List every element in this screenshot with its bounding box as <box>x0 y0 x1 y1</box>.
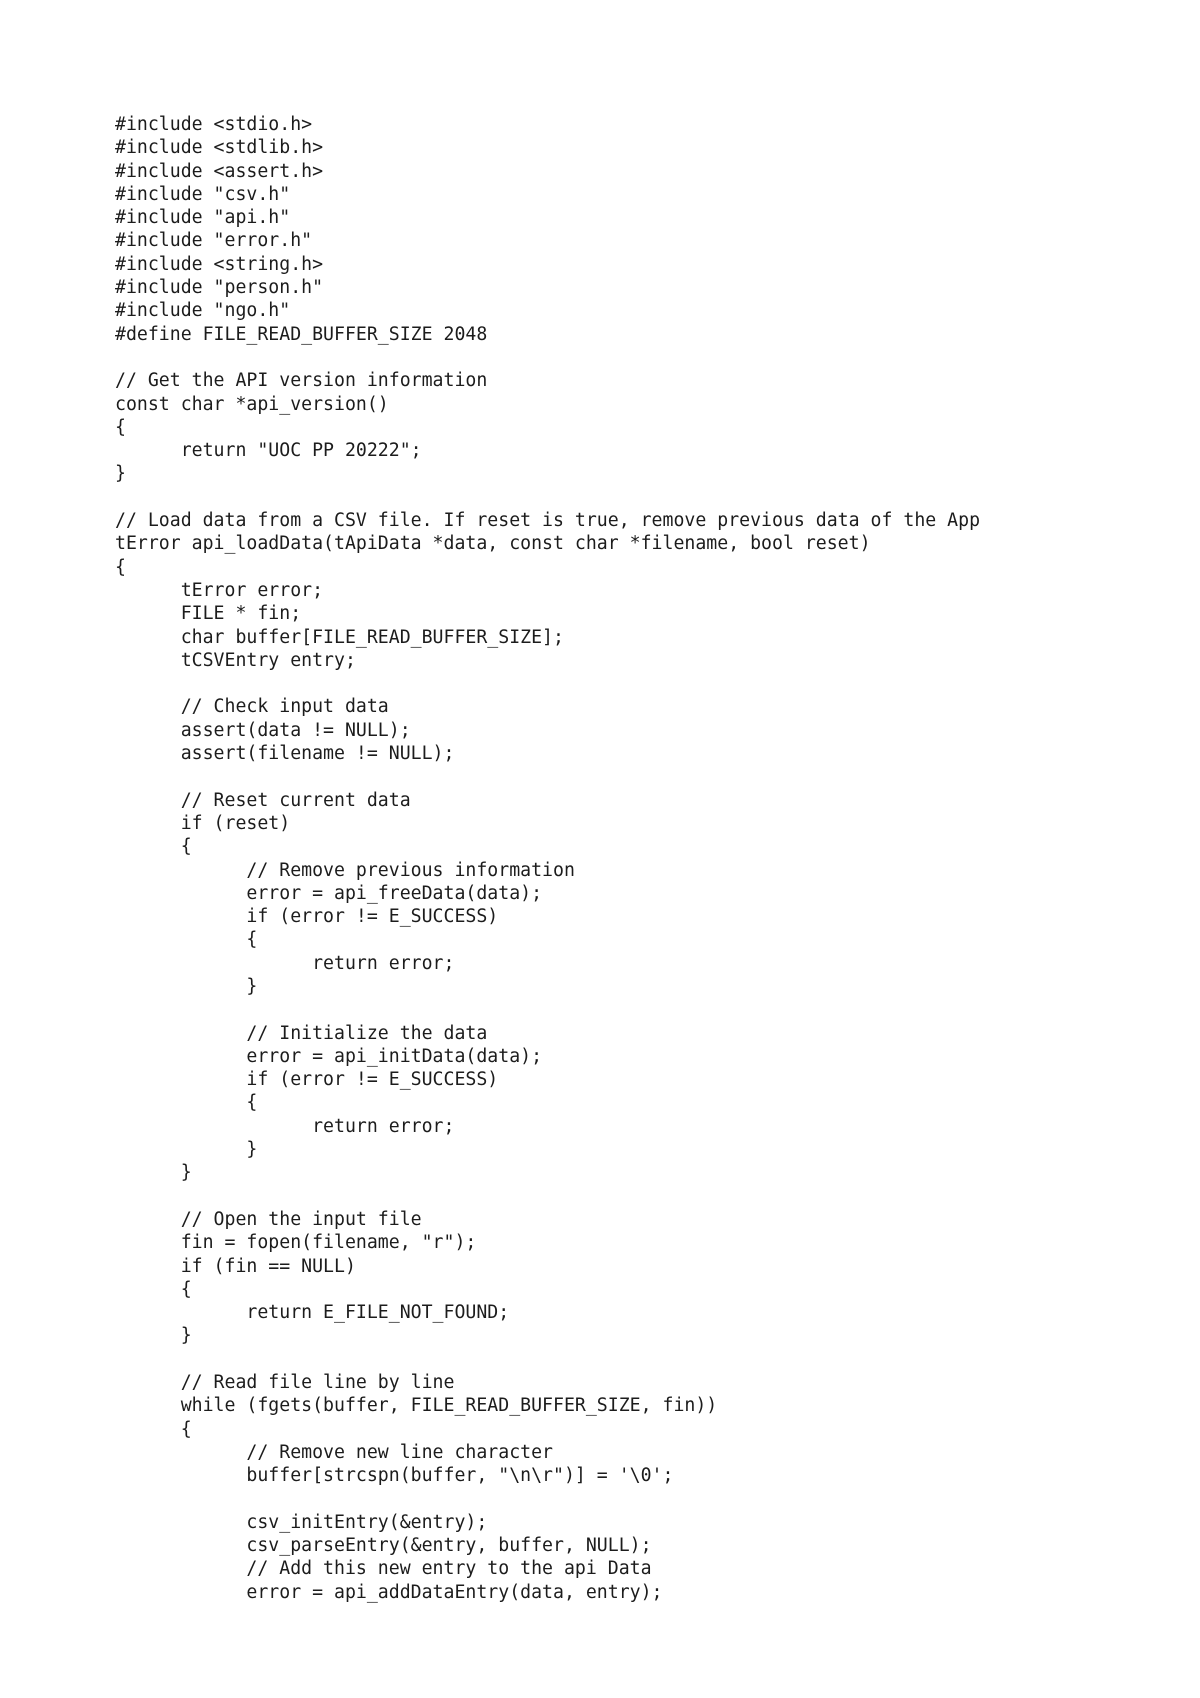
code-line: #include "error.h" <box>115 230 313 252</box>
code-line: // Get the API version information <box>115 370 488 392</box>
code-line: tError api_loadData(tApiData *data, const char *filename, bool reset) <box>115 533 871 555</box>
code-line: #include <assert.h> <box>115 160 324 182</box>
code-line <box>115 1488 980 1511</box>
code-line: csv_parseEntry(&entry, buffer, NULL); <box>115 1535 652 1557</box>
code-line: { <box>115 1278 192 1300</box>
code-line: { <box>115 836 192 858</box>
code-line: #define FILE_READ_BUFFER_SIZE 2048 <box>115 323 488 345</box>
code-line: if (reset) <box>115 812 291 834</box>
code-line: #include "ngo.h" <box>115 300 291 322</box>
code-line: #include <stdlib.h> <box>115 137 324 159</box>
code-line: // Remove new line character <box>115 1441 554 1463</box>
code-line: FILE * fin; <box>115 603 302 625</box>
code-line: #include "csv.h" <box>115 183 291 205</box>
code-line: return E_FILE_NOT_FOUND; <box>115 1302 510 1324</box>
code-line: // Reset current data <box>115 789 411 811</box>
code-line: while (fgets(buffer, FILE_READ_BUFFER_SIZE, fin)) <box>115 1395 718 1417</box>
code-line: // Open the input file <box>115 1208 422 1230</box>
code-line: #include <string.h> <box>115 253 324 275</box>
code-line <box>115 672 980 695</box>
code-line: return error; <box>115 952 455 974</box>
code-line: // Read file line by line <box>115 1372 455 1394</box>
code-line: { <box>115 929 258 951</box>
code-line: // Load data from a CSV file. If reset is true, remove previous data of the App <box>115 510 981 532</box>
code-line <box>115 486 980 509</box>
code-line: { <box>115 416 126 438</box>
code-line: fin = fopen(filename, "r"); <box>115 1232 477 1254</box>
code-line: tCSVEntry entry; <box>115 649 356 671</box>
code-line: #include "person.h" <box>115 277 324 299</box>
code-line: { <box>115 556 126 578</box>
code-line: assert(filename != NULL); <box>115 743 455 765</box>
code-line: } <box>115 975 258 997</box>
code-line: error = api_initData(data); <box>115 1045 543 1067</box>
code-line: { <box>115 1092 258 1114</box>
code-line: error = api_freeData(data); <box>115 882 543 904</box>
code-line: #include <stdio.h> <box>115 114 313 135</box>
code-line <box>115 765 980 788</box>
code-line: } <box>115 1139 258 1161</box>
code-line: const char *api_version() <box>115 393 389 415</box>
code-line: if (error != E_SUCCESS) <box>115 1069 499 1091</box>
code-line: csv_initEntry(&entry); <box>115 1511 488 1533</box>
code-line <box>115 346 980 369</box>
code-line: tError error; <box>115 579 324 601</box>
code-line: return error; <box>115 1115 455 1137</box>
code-line: assert(data != NULL); <box>115 719 411 741</box>
code-listing <box>115 113 980 1604</box>
code-line: char buffer[FILE_READ_BUFFER_SIZE]; <box>115 626 564 648</box>
code-line: if (fin == NULL) <box>115 1255 356 1277</box>
code-line: #include "api.h" <box>115 207 291 229</box>
code-line: // Add this new entry to the api Data <box>115 1558 652 1580</box>
code-line: return "UOC PP 20222"; <box>115 440 422 462</box>
code-line: error = api_addDataEntry(data, entry); <box>115 1581 663 1603</box>
code-line <box>115 1348 980 1371</box>
code-line <box>115 1185 980 1208</box>
code-line: if (error != E_SUCCESS) <box>115 906 499 928</box>
code-line: // Initialize the data <box>115 1022 488 1044</box>
code-line: } <box>115 1325 192 1347</box>
code-line: { <box>115 1418 192 1440</box>
code-line: // Remove previous information <box>115 859 575 881</box>
code-line: // Check input data <box>115 696 389 718</box>
code-line: buffer[strcspn(buffer, "\n\r")] = '\0'; <box>115 1465 674 1487</box>
code-line: } <box>115 463 126 485</box>
code-line <box>115 998 980 1021</box>
code-line: } <box>115 1162 192 1184</box>
